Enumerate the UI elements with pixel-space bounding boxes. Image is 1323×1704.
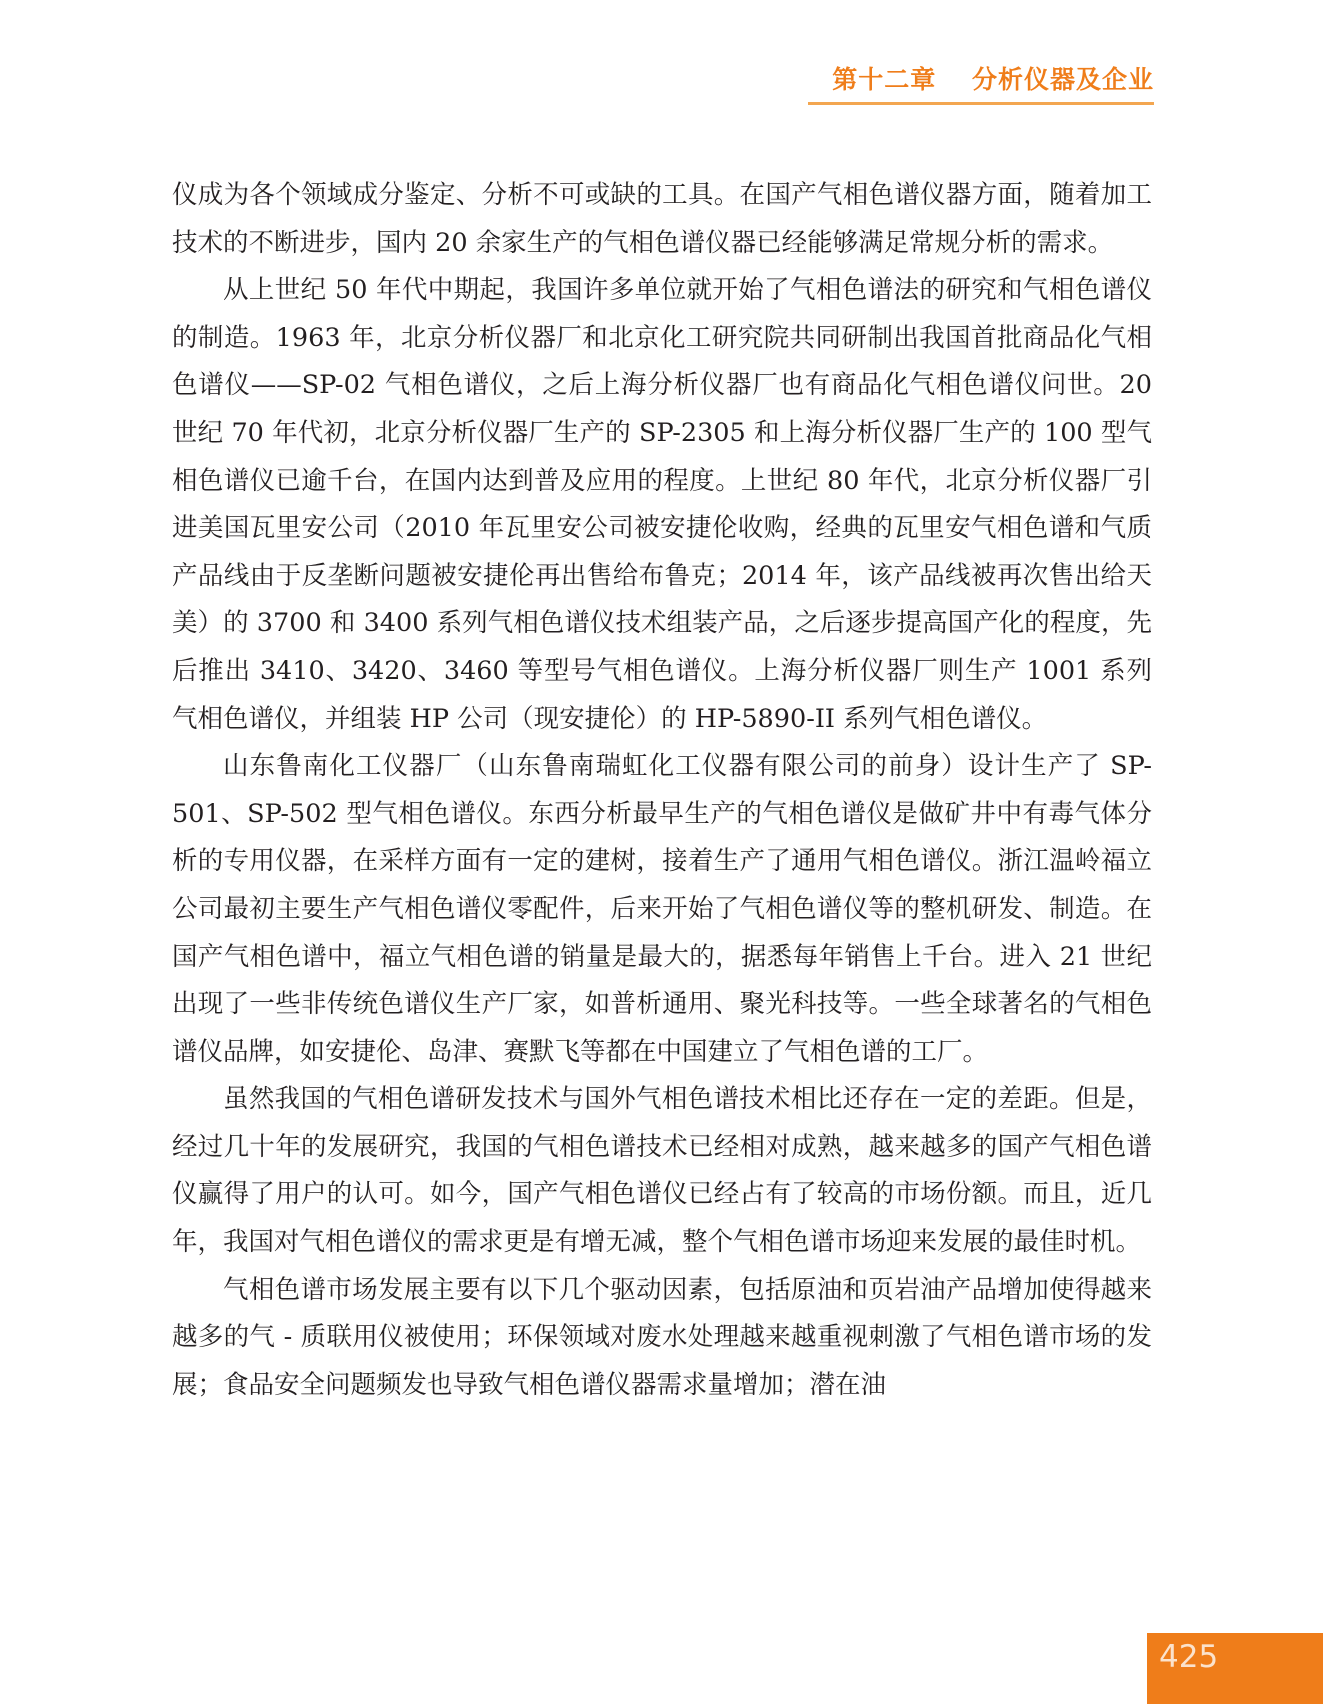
paragraph: 仪成为各个领域成分鉴定、分析不可或缺的工具。在国产气相色谱仪器方面，随着加工技术的不断进步，国内 20 余家生产的气相色谱仪器已经能够满足常规分析的需求。 xyxy=(172,180,1152,258)
paragraph: 山东鲁南化工仪器厂（山东鲁南瑞虹化工仪器有限公司的前身）设计生产了 SP-501、SP-502 型气相色谱仪。东西分析最早生产的气相色谱仪是做矿井中有毒气体分析的专用仪器，在采样方面有一定的建树，接着生产了通用气相色谱仪。浙江温岭福立公司最初主要生产气相色谱仪零配件，后来开始了气相色谱仪等的整机研发、制造。在国产气相色谱中，福立气相色谱的销量是最大的，据悉每年销售上千台。进入 21 世纪出现了一些非传统色谱仪生产厂家，如普析通用、聚光科技等。一些全球著名的气相色谱仪品牌，如安捷伦、岛津、赛默飞等都在中国建立了气相色谱的工厂。 xyxy=(172,751,1152,1067)
paragraph: 从上世纪 50 年代中期起，我国许多单位就开始了气相色谱法的研究和气相色谱仪的制造。1963 年，北京分析仪器厂和北京化工研究院共同研制出我国首批商品化气相色谱仪——SP-02 气相色谱仪，之后上海分析仪器厂也有商品化气相色谱仪问世。20 世纪 70 年代初，北京分析仪器厂生产的 SP-2305 和上海分析仪器厂生产的 100 型气相色谱仪已逾千台，在国内达到普及应用的程度。上世纪 80 年代，北京分析仪器厂引进美国瓦里安公司（2010 年瓦里安公司被安捷伦收购，经典的瓦里安气相色谱和气质产品线由于反垄断问题被安捷伦再出售给布鲁克；2014 年，该产品线被再次售出给天美）的 3700 和 3400 系列气相色谱仪技术组装产品，之后逐步提高国产化的程度，先后推出 3410、3420、3460 等型号气相色谱仪。上海分析仪器厂则生产 1001 系列气相色谱仪，并组装 HP 公司（现安捷伦）的 HP-5890-II 系列气相色谱仪。 xyxy=(172,275,1152,734)
chapter-label: 第十二章 xyxy=(832,65,937,94)
paragraph: 虽然我国的气相色谱研发技术与国外气相色谱技术相比还存在一定的差距。但是，经过几十年的发展研究，我国的气相色谱技术已经相对成熟，越来越多的国产气相色谱仪赢得了用户的认可。如今，国产气相色谱仪已经占有了较高的市场份额。而且，近几年，我国对气相色谱仪的需求更是有增无减，整个气相色谱市场迎来发展的最佳时机。 xyxy=(172,1084,1152,1258)
header-rule xyxy=(808,102,1154,105)
body-text xyxy=(172,172,1152,1409)
page-number: 425 xyxy=(1159,1639,1219,1675)
paragraph: 气相色谱市场发展主要有以下几个驱动因素，包括原油和页岩油产品增加使得越来越多的气 - 质联用仪被使用；环保领域对废水处理越来越重视刺激了气相色谱市场的发展；食品安全问题频发也导致气相色谱仪器需求量增加；潜在油 xyxy=(172,1274,1152,1400)
chapter-title: 分析仪器及企业 xyxy=(971,65,1154,94)
page-number-tab xyxy=(1147,1633,1323,1704)
running-header xyxy=(832,60,1154,96)
